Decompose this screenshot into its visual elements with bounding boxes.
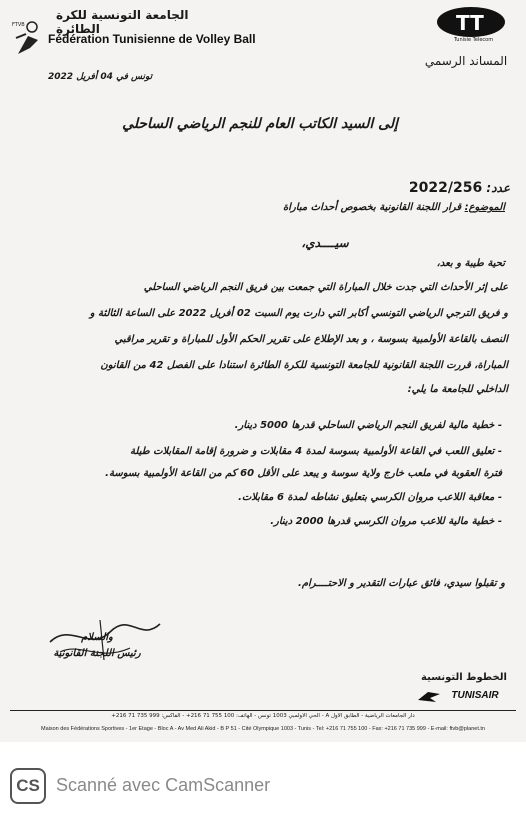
decision-item: - معاقبة اللاعب مروان الكرسي بتعليق نشاطه لمدة 6 مقابلات.	[238, 492, 502, 503]
sign-off: والسلام	[81, 632, 113, 643]
tunisie-telecom-logo	[432, 6, 510, 42]
official-sponsor-label: المساند الرسمي	[424, 54, 508, 68]
subject-text: قرار اللجنة القانونية بخصوص أحداث مباراة	[282, 202, 462, 213]
body-line: المباراة، قررت اللجنة القانونية للجامعة التونسية للكرة الطائرة استنادا على الفصل 42 من القانون	[100, 360, 508, 371]
body-line: على إثر الأحداث التي جدت خلال المباراة التي جمعت بين فريق النجم الرياضي الساحلي	[143, 282, 508, 293]
federation-name-ar: الجامعة التونسية للكرة الطائرة	[56, 8, 189, 36]
tunisair-logo	[416, 690, 442, 704]
svg-text:FTVB: FTVB	[12, 22, 25, 28]
reference-number-label: عدد:	[486, 181, 510, 195]
subject-line	[230, 202, 505, 213]
greeting: تحية طيبة و بعد،	[436, 258, 505, 269]
tunisair-name-en: TUNISAIR	[451, 690, 499, 701]
tunisair-name-ar: الخطوط التونسية	[421, 672, 507, 683]
closing-line: و تقبلوا سيدي، فائق عبارات التقدير و الاحتــــرام.	[298, 578, 505, 589]
body-line: الداخلي للجامعة ما يلي:	[407, 384, 508, 395]
decision-item: فترة العقوبة في ملعب خارج ولاية سوسة و يبعد على الأقل 60 كم من القاعة الأولمبية بسوسة.	[105, 468, 502, 479]
tt-logo-caption: Tunisie Telecom	[454, 37, 494, 42]
camscanner-caption: Scanné avec CamScanner	[56, 775, 271, 795]
camscanner-logo: CS	[10, 768, 46, 804]
decision-item: - خطية مالية لفريق النجم الرياضي الساحلي قدرها 5000 دينار.	[234, 420, 502, 431]
decision-item: - خطية مالية للاعب مروان الكرسي قدرها 2000 دينار.	[270, 516, 502, 527]
reference-number	[330, 180, 510, 196]
footer-address-ar: دار الجامعات الرياضية - الطابق الأول A - الحي الأولمبي 1003 تونس - الهاتف: 100 755 71 216+ - الفاكس: 999 735 71 216+	[111, 713, 415, 719]
reference-number-value: 2022/256	[408, 180, 483, 196]
subject-label: الموضوع:	[464, 202, 505, 213]
federation-name-fr: Fédération Tunisienne de Volley Ball	[48, 32, 256, 46]
decision-item: - تعليق اللعب في القاعة الأولمبية بسوسة لمدة 4 مقابلات و ضرورة إقامة المقابلات طيلة	[130, 446, 502, 457]
recipient-line: إلى السيد الكاتب العام للنجم الرياضي الساحلي	[122, 116, 398, 132]
footer-address-fr: Maison des Fédérations Sportives - 1er Etage - Bloc A - Av Med Ali Akid - B P 51 - Cité Olympique 1003 - Tunis - Tel: +216 71 755 100 - Fax: +216 71 735 999 - E-mail: ftvb@planet.tn	[41, 726, 485, 732]
salutation: سيــــدي،	[301, 236, 349, 250]
tt-logo-letters: TT	[456, 11, 484, 35]
signatory-title: رئيس اللجنة القانونية	[53, 648, 141, 659]
federation-logo	[10, 18, 50, 58]
body-line: النصف بالقاعة الأولمبية بسوسة ، و بعد الإطلاع على تقرير الحكم الأول للمباراة و تقرير مراقبي	[114, 334, 508, 345]
body-line: و فريق الترجي الرياضي التونسي أكابر التي دارت يوم السبت 02 أفريل 2022 على الساعة الثالثة و	[89, 308, 508, 319]
letter-date: تونس في 04 أفريل 2022	[48, 72, 153, 82]
footer-divider	[10, 710, 516, 711]
